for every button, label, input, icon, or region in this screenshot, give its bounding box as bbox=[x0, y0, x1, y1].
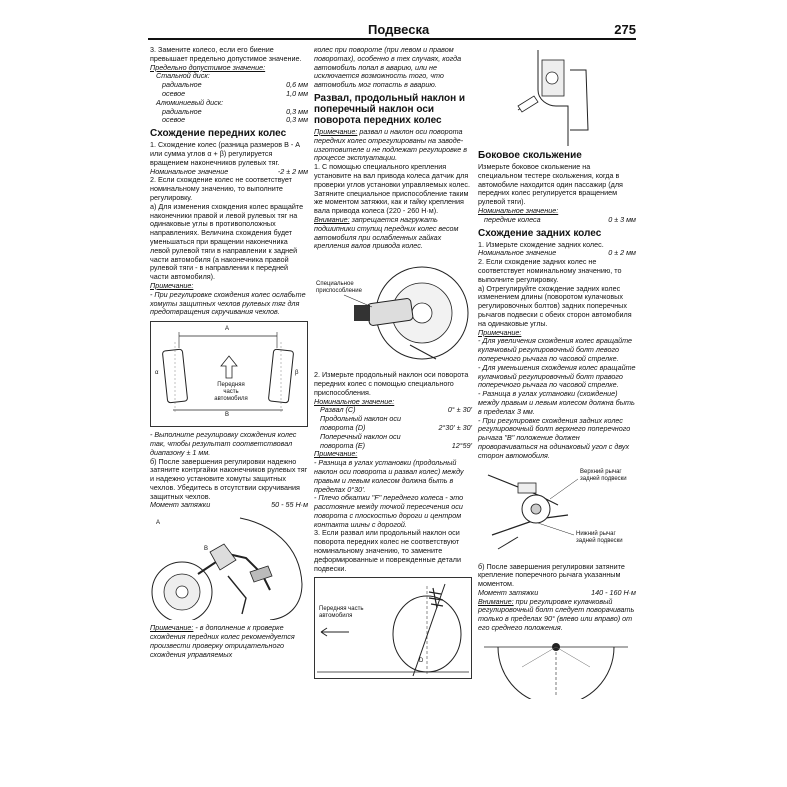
dim-b-label: B bbox=[225, 412, 230, 419]
spec-label: Момент затяжки bbox=[150, 500, 211, 510]
upper-arm-label: Верхний рычаг задней подвески bbox=[580, 468, 627, 482]
spec-value: -2 ± 2 мм bbox=[277, 166, 308, 176]
spec-label: осевое bbox=[162, 88, 186, 98]
column-1 bbox=[150, 46, 308, 659]
section-heading: Боковое скольжение bbox=[478, 150, 582, 161]
paragraph: а) Для изменения схождения колес вращайте наконечники правой и левой рулевых тяг на одинаковые углы в противоположных направлениях. Величина схождения будет уменьшаться при вращении наконечника левой рулевой тяги в направлении к задней части автомобиля (а наконечника правой рулевой тяги - в направлении к передней части автомобиля). bbox=[150, 201, 304, 282]
note-text: - Плечо обкатки "F" переднего колеса - это расстояние между точкой пересечения оси поворота с плоскостью дороги и центром контакта шины с дорогой. bbox=[314, 493, 464, 529]
fig-b-label: B bbox=[204, 546, 209, 553]
paragraph: 1. Схождение колес (разница размеров В - А или сумма углов α + β) регулируется вращением наконечников рулевых тяг. bbox=[150, 140, 301, 167]
spec-label: радиальное bbox=[162, 106, 202, 116]
spec-label: Развал (С) bbox=[320, 405, 356, 415]
paragraph: колес при повороте (при левом и правом поворотах), особенно в тех случаях, когда автомобиль попал в аварию, или не исключается возможность того, что автомобиль мог попасть в аварию. bbox=[314, 45, 462, 90]
spec-label: Продольный наклон оси bbox=[320, 414, 402, 424]
note-text: - Для уменьшения схождения колес вращайте кулачковый регулировочный болт правого поперечного рычага по часовой стрелке. bbox=[478, 362, 636, 390]
dim-a-label: A bbox=[225, 326, 230, 333]
paragraph: 1. С помощью специального крепления установите на вал привода колеса датчик для проверки углов установки управляемых колес. Затяните специальное приспособление таким же моментом затяжки, как и гайку крепления вала привода колеса (220 - 260 Н·м). bbox=[314, 162, 470, 216]
note-label: Примечание: bbox=[150, 280, 194, 290]
spec-label: передние колеса bbox=[484, 214, 541, 224]
spec-value: 140 - 160 Н·м bbox=[591, 587, 636, 597]
spec-value: 12°59' bbox=[451, 440, 472, 450]
front-label: Передняя часть автомобиля bbox=[319, 606, 364, 620]
note-text: развал и наклон оси поворота передних колес отрегулированы на заводе-изготовителе и не подлежат регулировке в процессе эксплуатации. bbox=[314, 126, 468, 163]
spec-value: 0 ± 2 мм bbox=[608, 248, 636, 258]
tool-label: Специальное приспособление bbox=[316, 281, 362, 295]
page-number: 275 bbox=[614, 22, 636, 37]
lower-arm-label: Нижний рычаг задней подвески bbox=[576, 530, 623, 544]
spec-label: осевое bbox=[162, 115, 186, 125]
spec-value: 0,6 мм bbox=[286, 80, 308, 90]
cam-bolt-illustration bbox=[478, 637, 636, 699]
section-heading: Развал, продольный наклон и поперечный наклон оси поворота передних колес bbox=[314, 92, 466, 126]
special-tool-drawing bbox=[314, 255, 470, 367]
note-text: - в дополнение к проверке схождения передних колес рекомендуется произвести проверку отрицательного схождения управляемых bbox=[150, 623, 295, 659]
spec-value: 0,3 мм bbox=[286, 106, 308, 116]
note-text: - При регулировке схождения колес ослабьте хомуты защитных чехлов рулевых тяг для предотвращения скручивания чехлов. bbox=[150, 289, 306, 317]
paragraph: 2. Измерьте продольный наклон оси поворота передних колес с помощью специального приспособления. bbox=[314, 370, 469, 397]
warning-label: Внимание: bbox=[478, 596, 514, 606]
paragraph: 3. Замените колесо, если его биение превышает предельно допустимое значение. bbox=[150, 45, 302, 63]
nominal-label: Номинальное значение: bbox=[478, 205, 559, 215]
spec-value: 1,0 мм bbox=[286, 88, 308, 98]
spec-label: Момент затяжки bbox=[478, 587, 539, 597]
nominal-label: Номинальное значение: bbox=[314, 396, 395, 406]
spec-value: 0° ± 30' bbox=[447, 405, 472, 415]
beta-label: β bbox=[295, 370, 299, 377]
spec-value: 50 - 55 Н·м bbox=[271, 500, 308, 510]
paragraph: а) Отрегулируйте схождение задних колес изменением длины (поворотом кулачковых регулировочных болтов) задних поперечных рычагов подвески с обеих сторон автомобиля на одинаковые углы. bbox=[478, 283, 632, 328]
front-label: Передняя часть автомобиля bbox=[214, 382, 248, 403]
spec-label: поворота (Е) bbox=[320, 440, 366, 450]
side-slip-illustration bbox=[478, 50, 636, 146]
side-slip-drawing bbox=[478, 50, 634, 146]
paragraph: б) После завершения регулировки затяните крепление поперечного рычага указанным моментом. bbox=[478, 561, 625, 589]
limit-label: Предельно допустимое значение: bbox=[150, 62, 266, 72]
note-text: - Разница в углах установки (продольный наклон оси поворота и развал колес) между правым и левым колесом должна быть в пределах 0°30'. bbox=[314, 458, 464, 494]
caster-diagram bbox=[314, 577, 472, 679]
paragraph: 1. Измерьте схождение задних колес. bbox=[478, 239, 604, 249]
note-text: - Выполните регулировку схождения колес так, чтобы результат соответствовал диапазону ± 1 мм. bbox=[150, 430, 297, 457]
spec-label: поворота (D) bbox=[320, 422, 366, 432]
fig-a-label: A bbox=[156, 520, 161, 527]
spec-label: Номинальное значение bbox=[478, 248, 557, 258]
warning-block bbox=[478, 598, 636, 633]
spec-row bbox=[150, 116, 308, 125]
paragraph: б) После завершения регулировки надежно затяните контргайки наконечников рулевых тяг и надежно установите хомуты защитных чехлов. Убедитесь в отсутствии скручивания защитных чехлов. bbox=[150, 456, 308, 501]
column-3 bbox=[478, 46, 636, 703]
spec-row bbox=[478, 216, 636, 225]
tie-rod-illustration bbox=[150, 514, 308, 620]
tie-rod-drawing bbox=[150, 514, 306, 620]
note-label: Примечание: bbox=[314, 449, 358, 459]
spec-value: 0 ± 3 мм bbox=[608, 214, 636, 224]
spec-value: 0,3 мм bbox=[286, 115, 308, 125]
note-text: - При регулировке схождения задних колес регулировочный болт верхнего поперечного рычага "В" положение должен проворачиваться на одинаковый угол с двух сторон автомобиля. bbox=[478, 415, 631, 460]
spec-label: Номинальное значение bbox=[150, 166, 229, 176]
note-block bbox=[150, 624, 308, 659]
column-2 bbox=[314, 46, 472, 683]
paragraph: 2. Если схождение задних колес не соответствует номинальному значению, то выполните регулировку. bbox=[478, 257, 622, 284]
page-title: Подвеска bbox=[368, 22, 430, 37]
rear-arm-illustration bbox=[478, 465, 636, 559]
toe-diagram bbox=[150, 321, 308, 427]
note-label: Примечание: bbox=[150, 623, 194, 633]
page-header bbox=[148, 22, 636, 40]
note-label: Примечание: bbox=[478, 327, 522, 337]
spec-row bbox=[150, 501, 308, 510]
note-text: - Для увеличения схождения колес вращайте кулачковый регулировочный болт левого поперечного рычага по часовой стрелке. bbox=[478, 336, 633, 363]
warning-label: Внимание: bbox=[314, 214, 350, 224]
section-heading: Схождение передних колес bbox=[150, 128, 287, 140]
spec-value: 2°30' ± 30' bbox=[438, 422, 472, 432]
spec-label: радиальное bbox=[162, 80, 202, 90]
note-block bbox=[314, 128, 472, 163]
warning-block bbox=[314, 216, 472, 251]
d-label: D bbox=[419, 658, 424, 665]
cam-bolt-drawing bbox=[478, 637, 634, 699]
alu-disk-label: Алюминиевый диск: bbox=[156, 97, 224, 107]
warning-text: при регулировке кулачковый регулировочный болт следует поворачивать только в пределах 90° (влево или вправо) от его среднего положения. bbox=[478, 596, 635, 633]
toe-diagram-drawing bbox=[151, 322, 307, 426]
note-label: Примечание: bbox=[314, 126, 358, 136]
paragraph: 2. Если схождение колес не соответствует номинальному значению, то выполните регулировку. bbox=[150, 175, 292, 202]
alpha-label: α bbox=[155, 370, 159, 377]
paragraph: Измерьте боковое скольжение на специальном тестере скольжения, когда в автомобиле находится один пассажир (для передних колес регулируется вращением рулевой тяги). bbox=[478, 162, 623, 207]
special-tool-illustration bbox=[314, 255, 472, 367]
spec-label: Поперечный наклон оси bbox=[320, 431, 401, 441]
note-text: - Разница в углах установки (схождение) между правым и левым колесом должна быть в пределах 3 мм. bbox=[478, 389, 635, 416]
section-heading: Схождение задних колес bbox=[478, 227, 602, 239]
steel-disk-label: Стальной диск: bbox=[156, 71, 210, 81]
warning-text: запрещается нагружать подшипники ступиц передних колес весом автомобиля при ослабленных гайках крепления валов привода колес. bbox=[314, 214, 459, 251]
paragraph: 3. Если развал или продольный наклон оси поворота передних колес не соответствуют номинальному значению, то замените деформированные и поврежденные детали подвески. bbox=[314, 528, 461, 573]
caster-diagram-drawing bbox=[315, 578, 471, 678]
